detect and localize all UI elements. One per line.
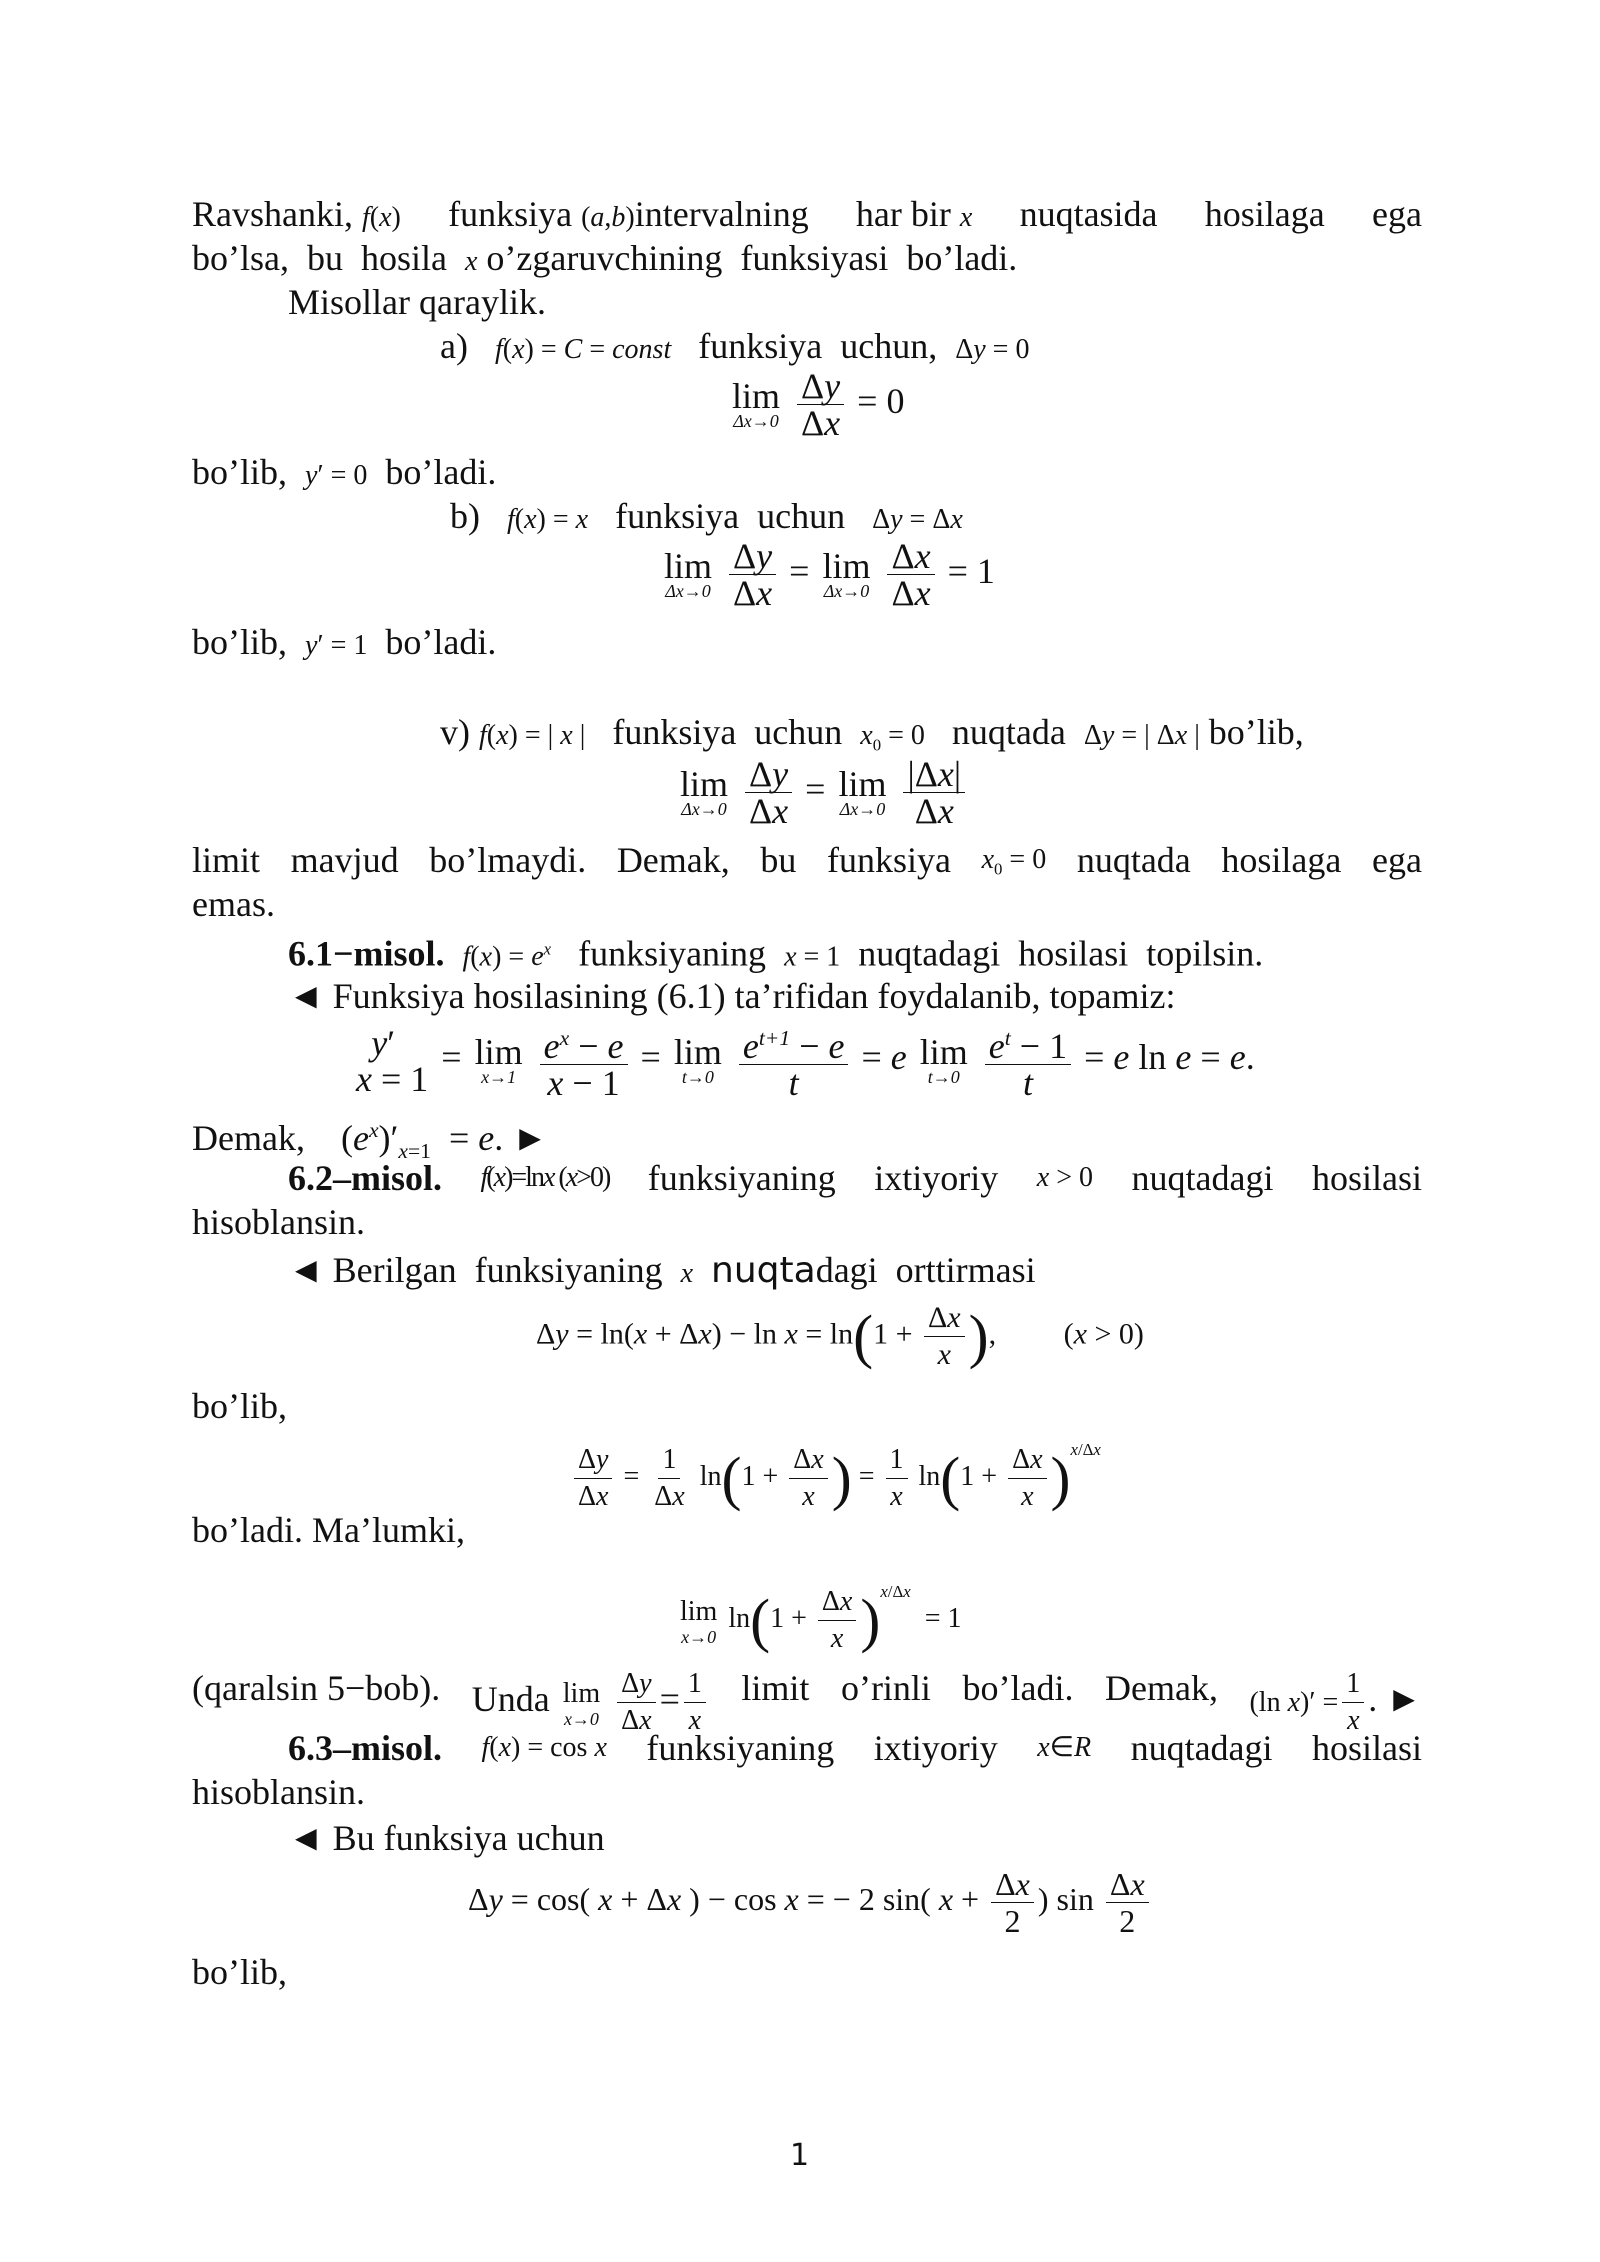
example-6-1-equation: y′ x = 1 = lim x→1 $\frac{e^x - e}{x - 1}$ = lim t→0 $\frac{e^{t+1} - e}{t}$ = e lim t→0 $\frac{e^t - 1}{t}$ = e ln e = e.: [334, 1020, 1255, 1101]
example-v-conclusion-2: emas.: [192, 884, 275, 924]
example-6-3-title: 6.3–misol.: [288, 1728, 443, 1768]
example-b-result: bo’lib, y′ = 1 bo’ladi.: [192, 622, 497, 662]
example-6-2-equation-1: Δy = ln(x + Δx) − ln x = ln(1 + $\frac{\Delta x}{x}$ ), (x > 0): [536, 1301, 1144, 1371]
example-v-label: v): [440, 712, 470, 752]
example-6-2-bol: bo’ladi. Ma’lumki,: [192, 1510, 465, 1550]
page-number: 1: [790, 2138, 810, 2173]
example-6-2-hint: ◄ Berilgan funksiyaning x nuqtadagi orttirmasi: [288, 1250, 1036, 1291]
example-6-3-equation: Δy = cos( x + Δx ) − cos x = − 2 sin( x + $\frac{\Delta x}{2}$ ) sin $\frac{\Delta x}{2}$: [468, 1866, 1153, 1939]
paragraph-line-2: bo’lsa, bu hosila x o’zgaruvchining funksiyasi bo’ladi.: [192, 238, 1018, 278]
example-6-2-statement: 6.2–misol. f(x)=lnx (x>0) funksiyaning ixtiyoriy x > 0 nuqtadagi hosilasi: [288, 1158, 1422, 1198]
example-a-line: a) f(x) = C = const funksiya uchun, Δy = 0: [440, 326, 1030, 366]
example-a-limit: lim Δx→0 $\frac{\Delta y}{\Delta x}$ = 0: [732, 366, 905, 443]
example-6-1-title: 6.1−misol.: [288, 933, 445, 974]
example-a-result: bo’lib, y′ = 0 bo’ladi.: [192, 452, 497, 492]
example-6-2-conclusion: (qaralsin 5−bob). Unda lim x→0 $\frac{\Delta y}{\Delta x}$ = $\frac{1}{x}$ limit o’rinli bo’ladi. Demak, (ln x)′ = $\frac{1}{x}$ . ►: [192, 1668, 1422, 1736]
paragraph-line-3: Misollar qaraylik.: [288, 282, 546, 322]
example-6-3-statement-2: hisoblansin.: [192, 1772, 366, 1812]
example-b-line: b) f(x) = x funksiya uchun Δy = Δx: [450, 496, 963, 536]
example-v-line: v) f(x) = | x | funksiya uchun $x_0 = 0$ nuqtada Δy = | Δx | bo’lib,: [440, 712, 1304, 755]
example-6-1-hint: ◄ Funksiya hosilasining (6.1) ta’rifidan foydalanib, topamiz:: [288, 976, 1176, 1016]
example-6-2-equation-2: $\frac{\Delta y}{\Delta x}$ = $\frac{1}{\Delta x}$ ln(1 + $\frac{\Delta x}{x}$ ) = $\frac{1}{x}$ ln(1 + $\frac{\Delta x}{x}$ )$^{x/\Delta x}$: [570, 1428, 1101, 1515]
example-6-2-equation-3: lim x→0 ln(1 + $\frac{\Delta x}{x}$ )$^{x/\Delta x}$ = 1: [680, 1582, 962, 1655]
example-6-3-statement: 6.3–misol. f(x) = cos x funksiyaning ixtiyoriy x∈R nuqtadagi hosilasi: [288, 1728, 1422, 1768]
example-6-1-statement: 6.1−misol. $f(x) = e^x$ funksiyaning x = 1 nuqtadagi hosilasi topilsin.: [288, 933, 1264, 974]
example-b-limit: lim Δx→0 $\frac{\Delta y}{\Delta x}$ = lim Δx→0 $\frac{\Delta x}{\Delta x}$ = 1: [664, 536, 995, 613]
example-6-3-hint: ◄ Bu funksiya uchun: [288, 1818, 605, 1858]
example-v-limit: lim Δx→0 $\frac{\Delta y}{\Delta x}$ = lim Δx→0 $\frac{|\Delta x|}{\Delta x}$: [676, 756, 969, 829]
example-6-3-bolib: bo’lib,: [192, 1952, 287, 1992]
example-b-label: b): [450, 496, 480, 536]
example-a-label: a): [440, 326, 468, 366]
example-6-2-bolib: bo’lib,: [192, 1386, 287, 1426]
example-6-1-result: Demak, $(e^x)'_{x=1} = e$. ►: [192, 1118, 548, 1164]
example-v-conclusion-1: limit mavjud bo’lmaydi. Demak, bu funksiya $x_0 = 0$ nuqtada hosilaga ega: [192, 840, 1422, 880]
example-6-2-statement-2: hisoblansin.: [192, 1202, 366, 1242]
example-6-2-title: 6.2–misol.: [288, 1158, 443, 1198]
paragraph-line-1: Ravshanki, f(x) funksiya (a,b)intervalning har bir x nuqtasida hosilaga ega: [192, 194, 1422, 234]
